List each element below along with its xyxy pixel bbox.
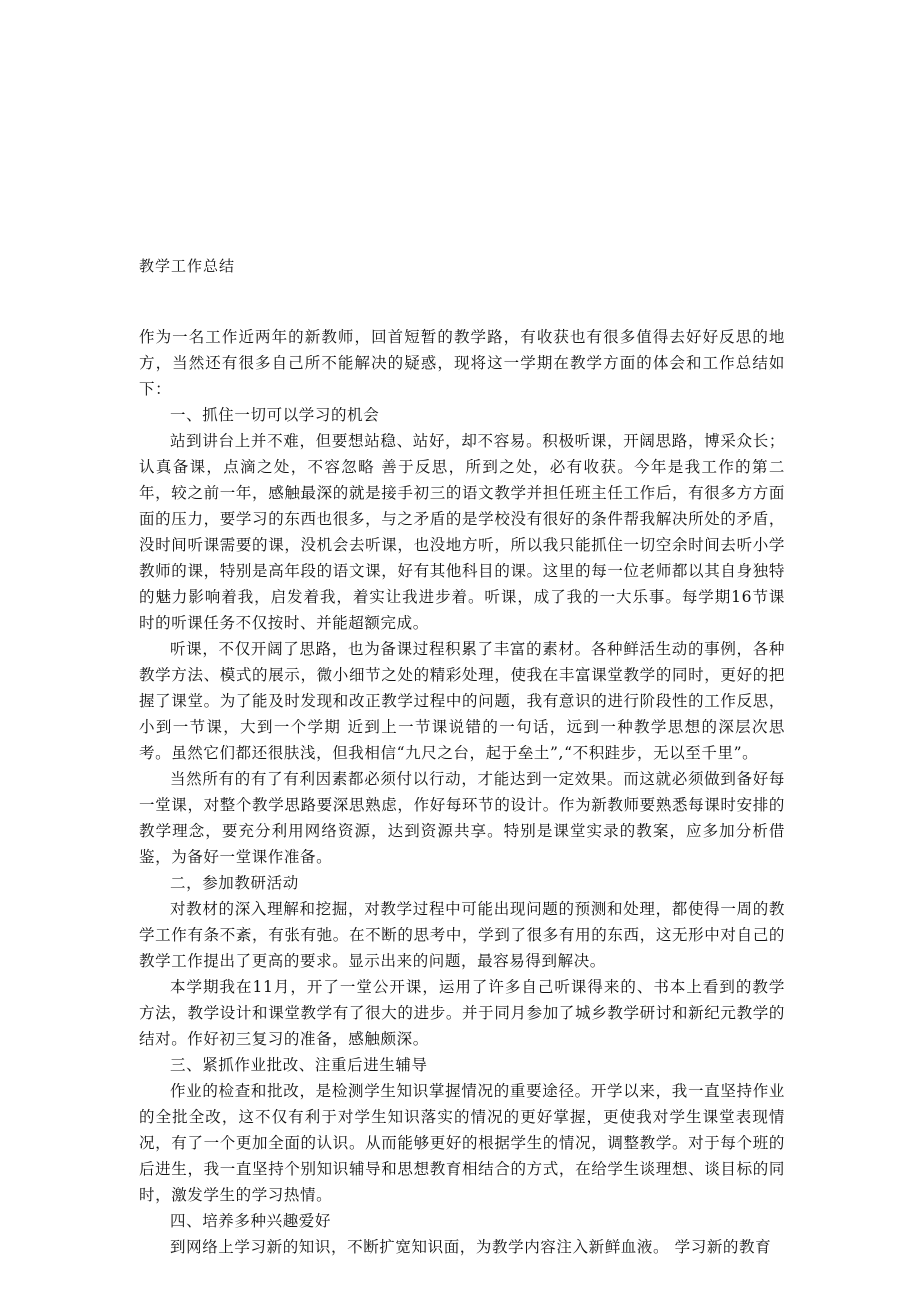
paragraph-intro: 作为一名工作近两年的新教师，回首短暂的教学路，有收获也有很多值得去好好反思的地方，当然还有很多自己所不能解决的疑惑，现将这一学期在教学方面的体会和工作总结如下： [139, 328, 785, 398]
section-heading-4: 四、培养多种兴趣爱好 [170, 1212, 332, 1230]
paragraph: 当然所有的有了有利因素都必须付以行动，才能达到一定效果。而这就必须做到备好每一堂课，对整个教学思路要深思熟虑，作好每环节的设计。作为新教师要熟悉每课时安排的教学理念，要充分利用网络资源，达到资源共享。特别是课堂实录的教案，应多加分析借鉴，为备好一堂课作准备。 [139, 770, 785, 866]
paragraph: 对教材的深入理解和挖掘，对教学过程中可能出现问题的预测和处理，都使得一周的教学工作有条不紊，有张有弛。在不断的思考中，学到了很多有用的东西，这无形中对自己的教学工作提出了更高的要求。显示出来的问题，最容易得到解决。 [139, 900, 785, 970]
document-body [139, 324, 785, 1260]
section-heading-1: 一、抓住一切可以学习的机会 [170, 406, 380, 424]
paragraph: 听课，不仅开阔了思路，也为备课过程积累了丰富的素材。各种鲜活生动的事例，各种教学方法、模式的展示，微小细节之处的精彩处理，使我在丰富课堂教学的同时，更好的把握了课堂。为了能及时发现和改正教学过程中的问题，我有意识的进行阶段性的工作反思，小到一节课，大到一个学期 近到上一节课说错的一句话，远到一种教学思想的深层次思考。虽然它们都还很肤浅，但我相信“九尺之台，起于垒土”,“不积跬步，无以至千里”。 [139, 640, 785, 762]
paragraph: 站到讲台上并不难，但要想站稳、站好，却不容易。积极听课，开阔思路，博采众长；认真备课，点滴之处，不容忽略 善于反思，所到之处，必有收获。今年是我工作的第二年，较之前一年，感触最深的就是接手初三的语文教学并担任班主任工作后，有很多方方面面的压力，要学习的东西也很多，与之矛盾的是学校没有很好的条件帮我解决所处的矛盾，没时间听课需要的课，没机会去听课，也没地方听，所以我只能抓住一切空余时间去听小学教师的课，特别是高年段的语文课，好有其他科目的课。这里的每一位老师都以其自身独特的魅力影响着我，启发着我，着实让我进步着。听课，成了我的一大乐事。每学期16节课时的听课任务不仅按时、并能超额完成。 [139, 432, 785, 632]
paragraph: 到网络上学习新的知识，不断扩宽知识面，为教学内容注入新鲜血液。 学习新的教育 [170, 1238, 772, 1256]
paragraph: 本学期我在11月，开了一堂公开课，运用了许多自己听课得来的、书本上看到的教学方法，教学设计和课堂教学有了很大的进步。并于同月参加了城乡教学研讨和新纪元教学的结对。作好初三复习的准备，感触颇深。 [139, 978, 785, 1048]
section-heading-2: 二，参加教研活动 [170, 874, 299, 892]
document-page [139, 0, 785, 1302]
section-heading-3: 三、紧抓作业批改、注重后进生辅导 [170, 1056, 428, 1074]
paragraph: 作业的检查和批改，是检测学生知识掌握情况的重要途径。开学以来，我一直坚持作业的全批全改，这不仅有利于对学生知识落实的情况的更好掌握，更使我对学生课堂表现情况，有了一个更加全面的认识。从而能够更好的根据学生的情况，调整教学。对于每个班的后进生，我一直坚持个别知识辅导和思想教育相结合的方式，在给学生谈理想、谈目标的同时，激发学生的学习热情。 [139, 1082, 785, 1204]
document-title: 教学工作总结 [139, 257, 236, 275]
